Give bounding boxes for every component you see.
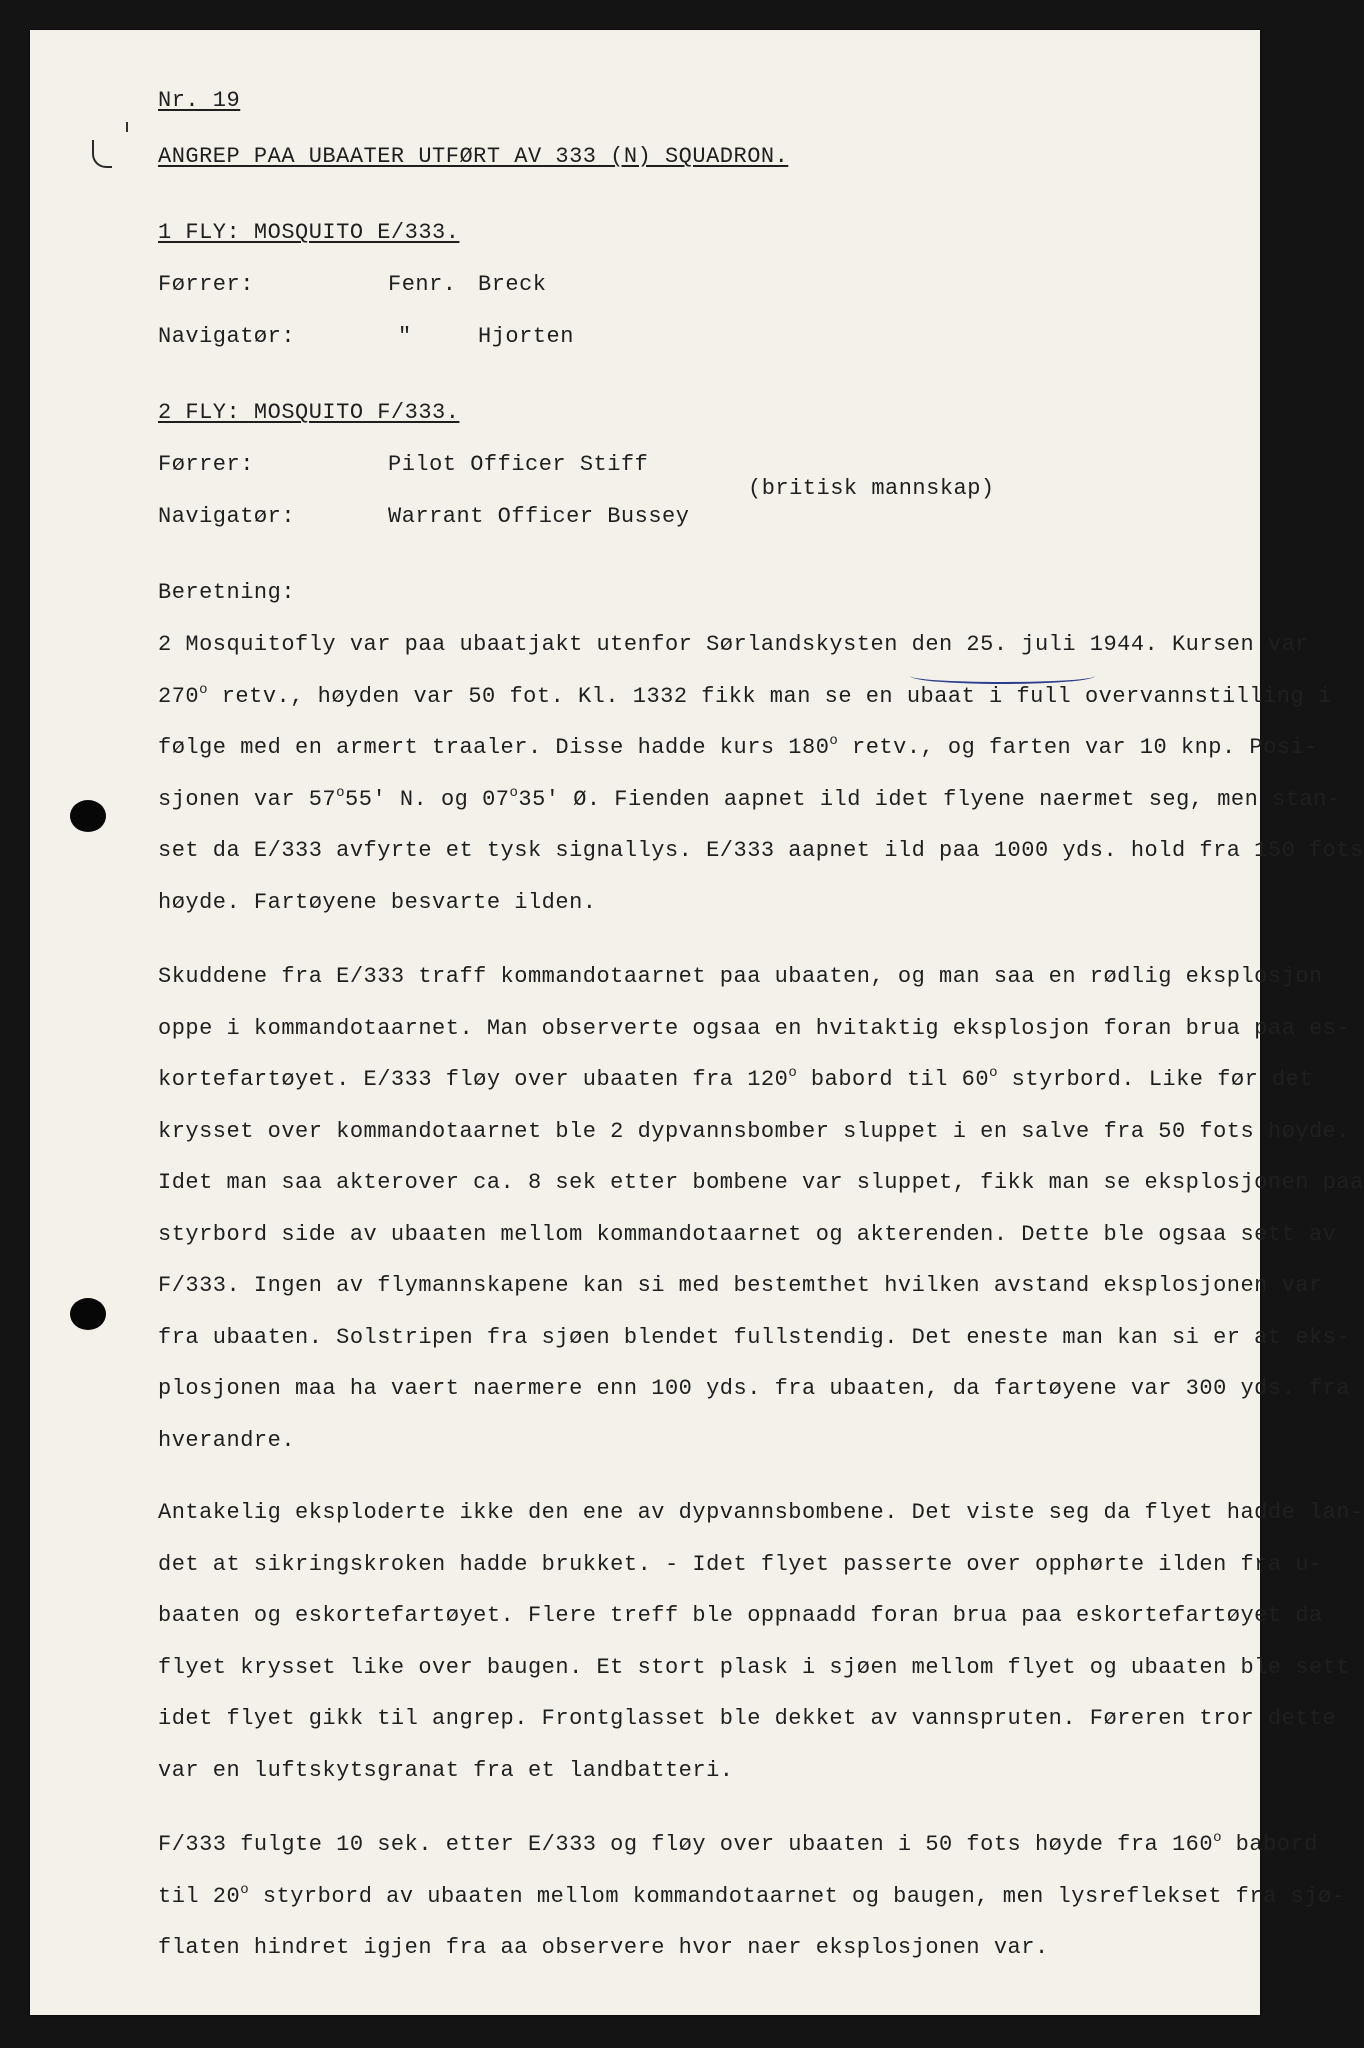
blue-underline-mark <box>910 668 1095 684</box>
nav-rank: " <box>398 324 412 349</box>
aircraft1-pilot-row <box>158 272 1158 297</box>
pencil-tick-icon <box>126 122 128 132</box>
nav-name: Hjorten <box>478 324 574 349</box>
pilot-label: Førrer: <box>158 452 254 477</box>
text-line: 270$^o$ retv., høyden var 50 fot. Kl. 1332 fikk man se en ubaat i full overvannstilling i <box>158 681 1332 709</box>
pencil-mark-icon <box>92 140 112 168</box>
nav-label: Navigatør: <box>158 324 296 349</box>
text-line: fra ubaaten. Solstripen fra sjøen blendet fullstendig. Det eneste man kan si er at eks- <box>158 1324 1351 1350</box>
pilot-name: Breck <box>478 272 547 297</box>
text-line: Idet man saa akterover ca. 8 sek etter bombene var sluppet, fikk man se eksplosjonen paa <box>158 1170 1364 1195</box>
pilot-rank: Fenr. <box>388 272 457 297</box>
text-line: høyde. Fartøyene besvarte ilden. <box>158 889 597 915</box>
text-line: idet flyet gikk til angrep. Frontglasset ble dekket av vannspruten. Føreren tror dette <box>158 1706 1337 1731</box>
document-page <box>30 30 1364 2015</box>
punch-hole-icon <box>70 1298 106 1330</box>
aircraft2-heading: 2 FLY: MOSQUITO F/333. <box>158 400 460 425</box>
punch-hole-icon <box>70 800 106 832</box>
text-line: var en luftskytsgranat fra et landbatteri. <box>158 1757 734 1783</box>
aircraft1-nav-row <box>158 324 1158 349</box>
text-line: flaten hindret igjen fra aa observere hvor naer eksplosjonen var. <box>158 1935 1049 1960</box>
text-line: F/333. Ingen av flymannskapene kan si med bestemthet hvilken avstand eksplosjonen var <box>158 1273 1323 1298</box>
text-line: 2 Mosquitofly var paa ubaatjakt utenfor Sørlandskysten den 25. juli 1944. Kursen var <box>158 632 1309 657</box>
text-line: krysset over kommandotaarnet ble 2 dypvannsbomber sluppet i en salve fra 50 fots høyde. <box>158 1118 1351 1144</box>
text-line: styrbord side av ubaaten mellom kommandotaarnet og akterenden. Dette ble ogsaa sett av <box>158 1221 1337 1247</box>
text-line: F/333 fulgte 10 sek. etter E/333 og fløy over ubaaten i 50 fots høyde fra 160$^o$ babord <box>158 1830 1318 1857</box>
text-line: kortefartøyet. E/333 fløy over ubaaten fra 120$^o$ babord til 60$^o$ styrbord. Like før det <box>158 1065 1314 1092</box>
text-line: Skuddene fra E/333 traff kommandotaarnet paa ubaaten, og man saa en rødlig eksplosjon <box>158 964 1323 989</box>
text-line: set da E/333 avfyrte et tysk signallys. E/333 aapnet ild paa 1000 yds. hold fra 150 fots <box>158 838 1364 863</box>
document-number: Nr. 19 <box>158 88 241 113</box>
text-line: baaten og eskortefartøyet. Flere treff ble oppnaadd foran brua paa eskortefartøyet da <box>158 1603 1323 1628</box>
text-line: plosjonen maa ha vaert naermere enn 100 yds. fra ubaaten, da fartøyene var 300 yds. fra <box>158 1376 1351 1401</box>
text-line: sjonen var 57$^o$55' N. og 07$^o$35' Ø. Fienden aapnet ild idet flyene naermet seg, men stan- <box>158 784 1341 812</box>
text-line: flyet krysset like over baugen. Et stort plask i sjøen mellom flyet og ubaaten ble sett <box>158 1654 1351 1680</box>
pilot-name: Pilot Officer Stiff <box>388 452 649 477</box>
nav-label: Navigatør: <box>158 504 296 529</box>
aircraft1-heading: 1 FLY: MOSQUITO E/333. <box>158 220 460 245</box>
pilot-label: Førrer: <box>158 272 254 297</box>
nav-name: Warrant Officer Bussey <box>388 504 690 529</box>
document-title: ANGREP PAA UBAATER UTFØRT AV 333 (N) SQUADRON. <box>158 144 789 169</box>
report-label: Beretning: <box>158 580 296 605</box>
text-line: oppe i kommandotaarnet. Man observerte ogsaa en hvitaktig eksplosjon foran brua paa es- <box>158 1015 1351 1041</box>
text-line: til 20$^o$ styrbord av ubaaten mellom kommandotaarnet og baugen, men lysreflekset fra sjø- <box>158 1881 1346 1909</box>
text-line: hverandre. <box>158 1427 296 1453</box>
text-line: det at sikringskroken hadde brukket. - Idet flyet passerte over opphørte ilden fra u- <box>158 1551 1323 1577</box>
aircraft2-pilot-row <box>158 452 1158 477</box>
text-line: Antakelig eksploderte ikke den ene av dypvannsbombene. Det viste seg da flyet hadde lan- <box>158 1500 1364 1525</box>
aircraft2-nav-row <box>158 504 1158 529</box>
text-line: følge med en armert traaler. Disse hadde kurs 180$^o$ retv., og farten var 10 knp. Posi- <box>158 733 1318 760</box>
crew-note: (britisk mannskap) <box>748 476 995 501</box>
